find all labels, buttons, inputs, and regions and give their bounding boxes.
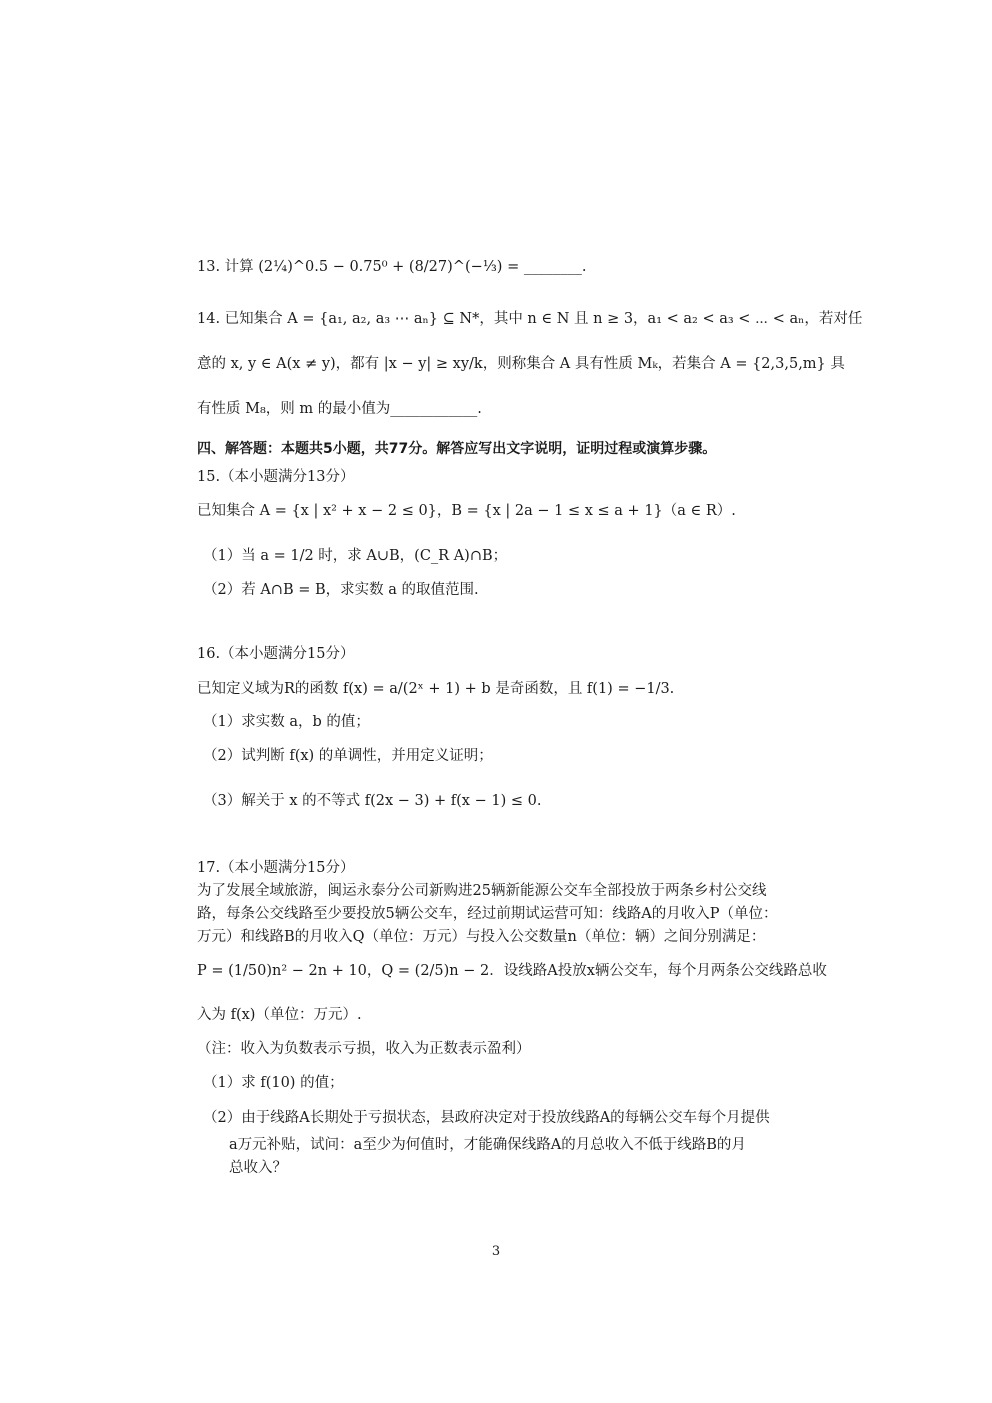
question-17-note: （注：收入为负数表示亏损，收入为正数表示盈利） bbox=[197, 1041, 531, 1057]
question-17-line-3: 万元）和线路B的月收入Q（单位：万元）与投入公交数量n（单位：辆）之间分别满足： bbox=[197, 929, 766, 945]
question-17-part-2-line-1: （2）由于线路A长期处于亏损状态，县政府决定对于投放线路A的每辆公交车每个月提供 bbox=[203, 1110, 770, 1126]
question-17-part-1: （1）求 f(10) 的值； bbox=[203, 1075, 344, 1091]
question-14-line-1: 14. 已知集合 A = {a₁, a₂, a₃ ⋯ aₙ} ⊆ N*，其中 n ∈ N 且 n ≥ 3，a₁ < a₂ < a₃ < ⋯ < aₙ，若对任 bbox=[197, 311, 863, 327]
page-number: 3 bbox=[491, 1244, 501, 1259]
question-17-line-1: 为了发展全域旅游，闽运永泰分公司新购进25辆新能源公交车全部投放于两条乡村公交线 bbox=[197, 883, 767, 899]
question-14-line-3: 有性质 M₈，则 m 的最小值为____________. bbox=[197, 401, 482, 417]
question-17-line-4: P = (1/50)n² − 2n + 10，Q = (2/5)n − 2．设线路A投放x辆公交车，每个月两条公交线路总收 bbox=[197, 963, 827, 979]
question-15-part-2: （2）若 A∩B = B，求实数 a 的取值范围. bbox=[203, 582, 479, 598]
question-16-part-3: （3）解关于 x 的不等式 f(2x − 3) + f(x − 1) ≤ 0. bbox=[203, 793, 542, 809]
question-16-part-2: （2）试判断 f(x) 的单调性，并用定义证明； bbox=[203, 748, 493, 764]
question-16-heading: 16.（本小题满分15分） bbox=[197, 646, 355, 662]
question-14-line-2: 意的 x, y ∈ A(x ≠ y)，都有 |x − y| ≥ xy/k，则称集合 A 具有性质 Mₖ，若集合 A = {2,3,5,m} 具 bbox=[197, 356, 845, 372]
question-13: 13. 计算 (2¼)^0.5 − 0.75⁰ + (8/27)^(−⅓) = ________. bbox=[197, 259, 587, 275]
question-16-stem: 已知定义域为R的函数 f(x) = a/(2ˣ + 1) + b 是奇函数，且 f(1) = −1/3. bbox=[197, 681, 675, 697]
section-4-heading: 四、解答题：本题共5小题，共77分。解答应写出文字说明，证明过程或演算步骤。 bbox=[197, 441, 717, 457]
question-15-heading: 15.（本小题满分13分） bbox=[197, 469, 355, 485]
question-17-part-2-line-3: 总收入？ bbox=[229, 1160, 287, 1176]
question-15-part-1: （1）当 a = 1/2 时，求 A∪B，(C_R A)∩B； bbox=[203, 548, 508, 564]
question-17-line-2: 路，每条公交线路至少要投放5辆公交车，经过前期试运营可知：线路A的月收入P（单位： bbox=[197, 906, 778, 922]
question-17-part-2-line-2: a万元补贴，试问：a至少为何值时，才能确保线路A的月总收入不低于线路B的月 bbox=[229, 1137, 746, 1153]
question-17-line-5: 入为 f(x)（单位：万元）. bbox=[197, 1007, 362, 1023]
question-15-stem: 已知集合 A = {x | x² + x − 2 ≤ 0}，B = {x | 2a − 1 ≤ x ≤ a + 1}（a ∈ R）. bbox=[197, 503, 736, 519]
question-16-part-1: （1）求实数 a，b 的值； bbox=[203, 714, 370, 730]
question-17-heading: 17.（本小题满分15分） bbox=[197, 860, 355, 876]
